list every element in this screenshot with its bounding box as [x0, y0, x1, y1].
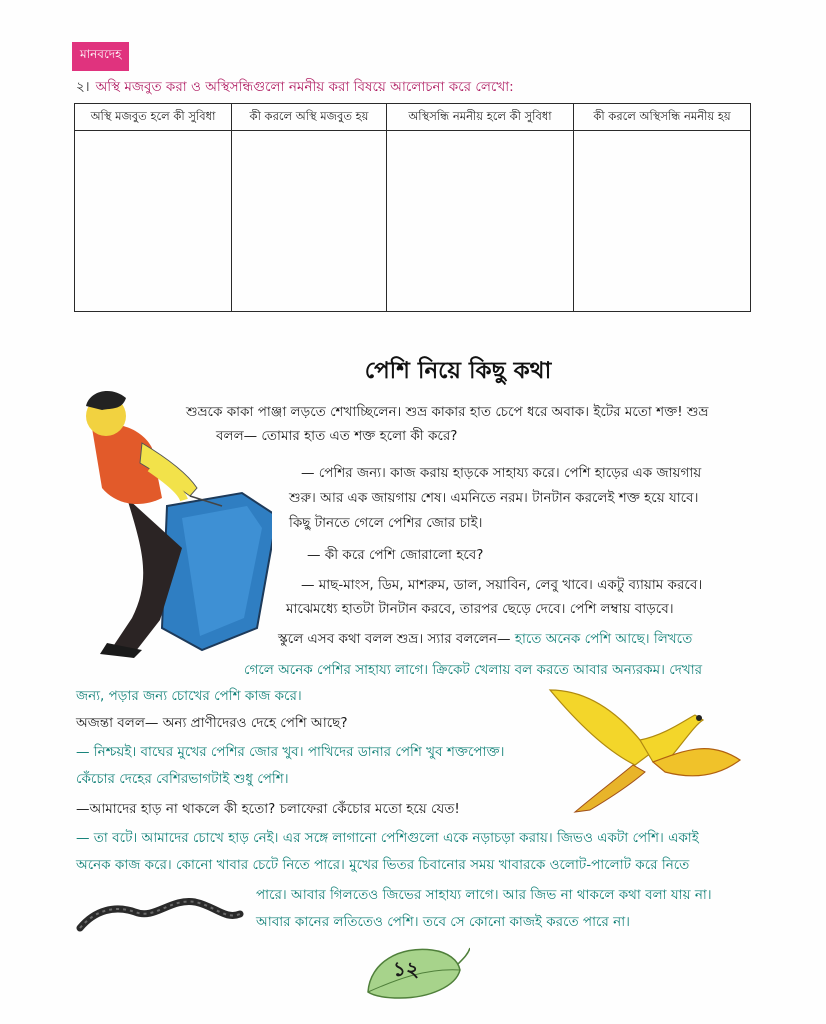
table-header-cell: কী করলে অস্থি মজবুত হয় — [232, 104, 387, 131]
answer-table — [74, 103, 751, 312]
body-line: শুরু। আর এক জায়গায় শেষ। এমনিতে নরম। টানটান করলেই শক্ত হয়ে যাবে। — [289, 490, 699, 506]
answer-cell[interactable] — [387, 131, 574, 312]
question — [76, 76, 514, 99]
body-line: বলল— তোমার হাত এত শক্ত হলো কী করে? — [216, 428, 458, 444]
answer-cell[interactable] — [574, 131, 751, 312]
table-header-row — [75, 104, 751, 131]
body-line: পারে। আবার গিলতেও জিভের সাহায্য লাগে। আর জিভ না থাকলে কথা বলা যায় না। — [256, 887, 712, 903]
body-line: — নিশ্চয়ই। বাঘের মুখের পেশির জোর খুব। পাখিদের ডানার পেশি খুব শক্তপোক্ত। — [76, 744, 505, 760]
body-line: অজন্তা বলল— অন্য প্রাণীদেরও দেহে পেশি আছে? — [76, 715, 348, 731]
table-header-cell: কী করলে অস্থিসন্ধি নমনীয় হয় — [574, 104, 751, 131]
section-title: পেশি নিয়ে কিছু কথা — [364, 358, 552, 384]
body-text-speaker: স্কুলে এসব কথা বলল শুভ্র। স্যার বললেন— — [278, 631, 511, 647]
table-header-cell: অস্থিসন্ধি নমনীয় হলে কী সুবিধা — [387, 104, 574, 131]
question-text: অস্থি মজবুত করা ও অস্থিসন্ধিগুলো নমনীয় করা বিষয়ে আলোচনা করে লেখো: — [95, 79, 514, 95]
body-line: আবার কানের লতিতেও পেশি। তবে সে কোনো কাজই করতে পারে না। — [256, 914, 630, 930]
body-line: অনেক কাজ করে। কোনো খাবার চেটে নিতে পারে। মুখের ভিতর চিবানোর সময় খাবারকে ওলোট-পালোট করে নিতে — [76, 857, 690, 873]
body-line: —আমাদের হাড় না থাকলে কী হতো? চলাফেরা কেঁচোর মতো হয়ে যেত! — [76, 801, 460, 817]
answer-cell[interactable] — [232, 131, 387, 312]
earthworm-illustration — [75, 890, 245, 940]
body-line: কিছু টানতে গেলে পেশির জোর চাই। — [289, 515, 483, 531]
body-line: গেলে অনেক পেশির সাহায্য লাগে। ক্রিকেট খেলায় বল করতে আবার অন্যরকম। দেখার — [244, 662, 703, 678]
body-text-reply: হাতে অনেক পেশি আছে। লিখতে — [514, 631, 693, 647]
chapter-tag: মানবদেহ — [72, 42, 129, 71]
body-line: শুভ্রকে কাকা পাঞ্জা লড়তে শেখাচ্ছিলেন। শুভ্র কাকার হাত চেপে ধরে অবাক। ইটের মতো শক্ত! শুভ্র — [186, 404, 709, 420]
table-row — [75, 131, 751, 312]
body-line — [278, 630, 692, 648]
table-header-cell: অস্থি মজবুত হলে কী সুবিধা — [75, 104, 232, 131]
bird-illustration — [545, 680, 745, 820]
page-number: ১২ — [393, 957, 419, 981]
body-line: — কী করে পেশি জোরালো হবে? — [307, 547, 484, 563]
question-number: ২। — [76, 79, 90, 95]
body-line: — মাছ-মাংস, ডিম, মাশরুম, ডাল, সয়াবিন, লেবু খাবে। একটু ব্যায়াম করবে। — [301, 577, 703, 593]
body-line: — পেশির জন্য। কাজ করায় হাড়কে সাহায্য করে। পেশি হাড়ের এক জায়গায় — [301, 465, 702, 481]
body-line: কেঁচোর দেহের বেশিরভাগটাই শুধু পেশি। — [76, 771, 289, 787]
answer-cell[interactable] — [75, 131, 232, 312]
body-line: — তা বটে। আমাদের চোখে হাড় নেই। এর সঙ্গে লাগানো পেশিগুলো একে নড়াচড়া করায়। জিভও একটা পেশি। একাই — [76, 830, 699, 846]
body-line: জন্য, পড়ার জন্য চোখের পেশি কাজ করে। — [76, 688, 302, 704]
body-line: মাঝেমধ্যে হাতটা টানটান করবে, তারপর ছেড়ে দেবে। পেশি লম্বায় বাড়বে। — [286, 601, 674, 617]
